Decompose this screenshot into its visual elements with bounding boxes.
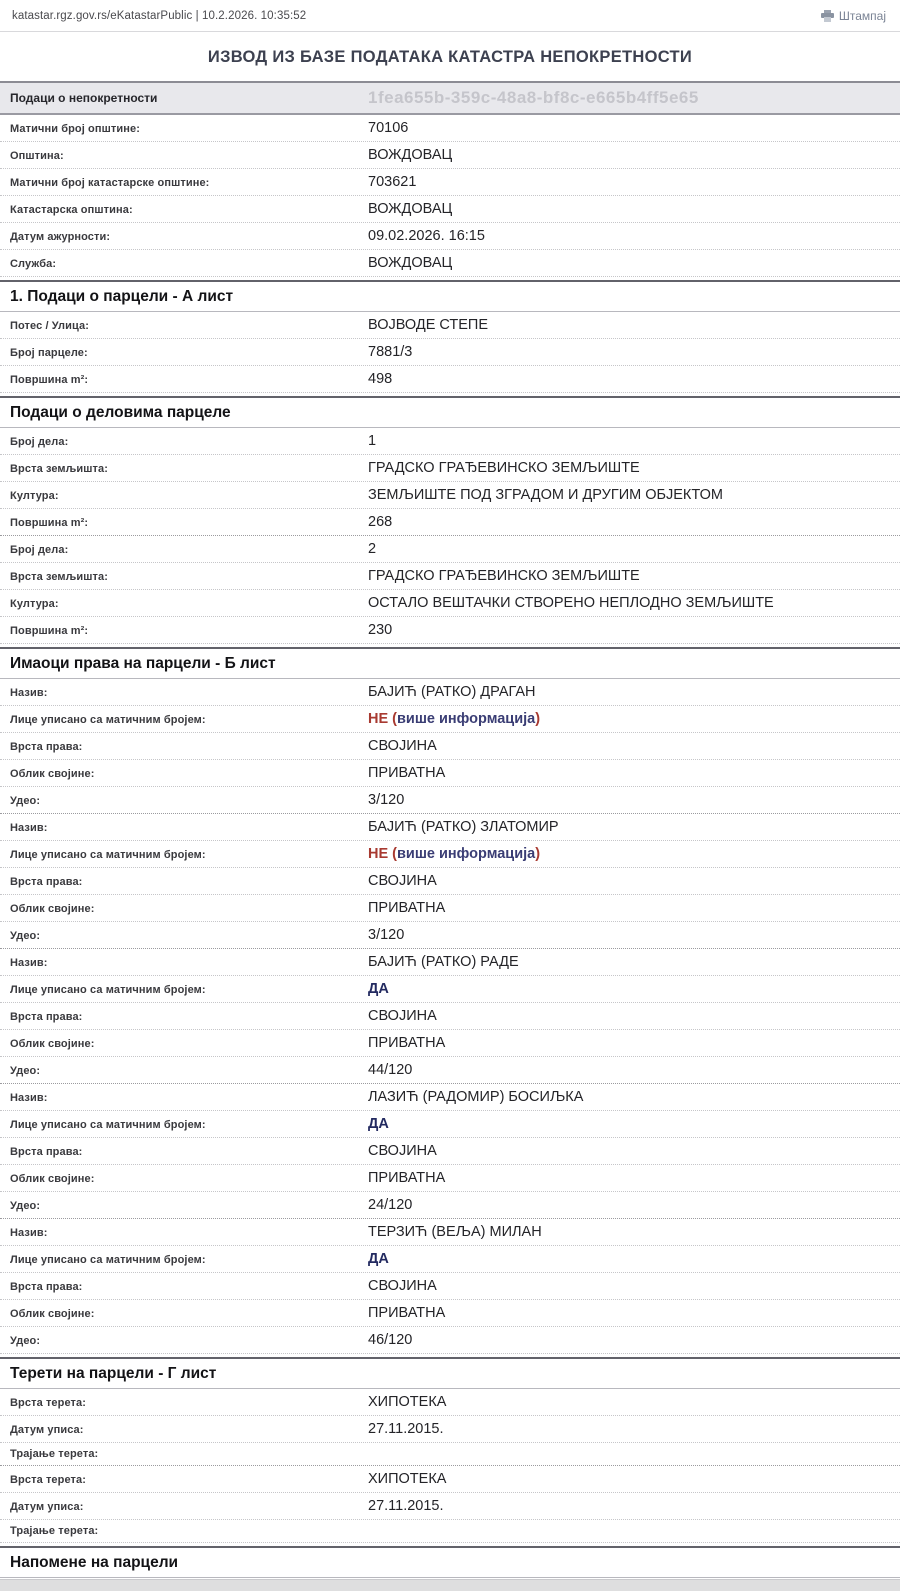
field-value: 3/120: [368, 792, 405, 808]
owner-name-value: БАЈИЋ (РАТКО) ЗЛАТОМИР: [368, 819, 559, 835]
field-label: Удео:: [10, 795, 41, 807]
field-label: Врста терета:: [10, 1397, 87, 1409]
owner-group: [0, 1219, 900, 1354]
info-row: [0, 1219, 900, 1246]
info-row: [0, 706, 900, 733]
info-row: [0, 1520, 900, 1543]
info-row: [0, 509, 900, 536]
field-label: Врста права:: [10, 741, 83, 753]
owner-group: [0, 1084, 900, 1219]
info-row: [0, 590, 900, 617]
info-row: [0, 563, 900, 590]
field-label: Лице уписано са матичним бројем:: [10, 1254, 206, 1266]
field-label: Лице уписано са матичним бројем:: [10, 1119, 206, 1131]
info-row: [0, 1493, 900, 1520]
field-label: Матични број катастарске општине:: [10, 177, 210, 189]
burden-group: [0, 1466, 900, 1543]
info-row: [0, 1165, 900, 1192]
field-value: ХИПОТЕКА: [368, 1471, 447, 1487]
field-value: 70106: [368, 120, 409, 136]
property-header-label: Подаци о непокретности: [10, 91, 158, 105]
field-value: СВОЈИНА: [368, 1143, 437, 1159]
field-label: Број дела:: [10, 436, 69, 448]
field-value: 44/120: [368, 1062, 413, 1078]
info-row: [0, 1057, 900, 1084]
owner-name-value: БАЈИЋ (РАТКО) РАДЕ: [368, 954, 519, 970]
info-row: [0, 339, 900, 366]
field-label: Врста терета:: [10, 1474, 87, 1486]
registered-value: ДА: [368, 1116, 389, 1132]
print-button[interactable]: [821, 9, 886, 23]
info-row: [0, 1273, 900, 1300]
parcel-parts-section: [0, 396, 900, 644]
info-row: [0, 1466, 900, 1493]
field-label: Врста права:: [10, 1281, 83, 1293]
field-value: ВОЖДОВАЦ: [368, 147, 453, 163]
info-row: [0, 312, 900, 339]
info-row: [0, 814, 900, 841]
info-row: [0, 1030, 900, 1057]
field-value: ВОЈВОДЕ СТЕПЕ: [368, 317, 489, 333]
field-value: ПРИВАТНА: [368, 765, 446, 781]
owner-group: [0, 814, 900, 949]
info-row: [0, 142, 900, 169]
more-info-link[interactable]: [392, 846, 540, 862]
field-value: 1: [368, 433, 377, 449]
field-label: Површина m²:: [10, 625, 89, 637]
notes-section: [0, 1546, 900, 1591]
field-value: 09.02.2026. 16:15: [368, 228, 485, 244]
print-label: Штампај: [838, 9, 886, 23]
field-value: ПРИВАТНА: [368, 1170, 446, 1186]
document-title: ИЗВОД ИЗ БАЗЕ ПОДАТАКА КАТАСТРА НЕПОКРЕТНОСТИ: [207, 48, 693, 66]
section-title-owners: Имаоци права на парцели - Б лист: [0, 647, 900, 679]
info-row: [0, 1416, 900, 1443]
info-row: [0, 223, 900, 250]
paren-open: (: [392, 711, 397, 727]
burden-group: [0, 1389, 900, 1466]
registered-value: НЕ: [368, 846, 389, 862]
field-value: 24/120: [368, 1197, 413, 1213]
field-label: Врста земљишта:: [10, 571, 109, 583]
owner-name-value: ЛАЗИЋ (РАДОМИР) БОСИЉКА: [368, 1089, 584, 1105]
paren-open: (: [392, 846, 397, 862]
field-label: Врста земљишта:: [10, 463, 109, 475]
parcel-section: [0, 280, 900, 393]
registered-value: НЕ: [368, 711, 389, 727]
info-row: [0, 1300, 900, 1327]
field-value: ЗЕМЉИШТЕ ПОД ЗГРАДОМ И ДРУГИМ ОБЈЕКТОМ: [368, 487, 723, 503]
owner-name-value: ТЕРЗИЋ (ВЕЉА) МИЛАН: [368, 1224, 542, 1240]
field-label: Облик својине:: [10, 903, 95, 915]
info-row: [0, 1246, 900, 1273]
field-label: Број парцеле:: [10, 347, 88, 359]
field-value: ГРАДСКО ГРАЂЕВИНСКО ЗЕМЉИШТЕ: [368, 568, 640, 584]
info-row: [0, 733, 900, 760]
property-id-watermark: 1fea655b-359c-48a8-bf8c-e665b4ff5e65: [368, 88, 699, 107]
field-label: Удео:: [10, 1335, 41, 1347]
field-label: Култура:: [10, 490, 59, 502]
info-row: [0, 1003, 900, 1030]
info-row: [0, 787, 900, 814]
info-row: [0, 895, 900, 922]
info-row: [0, 679, 900, 706]
field-value: [368, 1116, 389, 1133]
owner-group: [0, 679, 900, 814]
info-row: [0, 841, 900, 868]
field-label: Служба:: [10, 258, 57, 270]
field-value: [368, 711, 540, 728]
field-label: Облик својине:: [10, 768, 95, 780]
owner-name-value: БАЈИЋ (РАТКО) ДРАГАН: [368, 684, 536, 700]
section-title-parcel: 1. Подаци о парцели - А лист: [0, 280, 900, 312]
info-row: [0, 1084, 900, 1111]
field-value: [368, 1251, 389, 1268]
info-row: [0, 536, 900, 563]
more-info-text: више информација: [397, 711, 536, 727]
property-header-bar: [0, 81, 900, 115]
field-label: Трајање терета:: [10, 1448, 99, 1460]
paren-close: ): [535, 711, 541, 727]
owner-group: [0, 949, 900, 1084]
info-row: [0, 1327, 900, 1354]
field-label: Удео:: [10, 930, 41, 942]
field-label: Површина m²:: [10, 517, 89, 529]
field-label: Врста права:: [10, 876, 83, 888]
field-value: СВОЈИНА: [368, 873, 437, 889]
field-label: Назив:: [10, 1227, 48, 1239]
property-info-section: [0, 115, 900, 277]
info-row: [0, 949, 900, 976]
info-row: [0, 428, 900, 455]
field-label: Назив:: [10, 822, 48, 834]
page-url-timestamp: katastar.rgz.gov.rs/eKatastarPublic | 10.2.2026. 10:35:52: [12, 10, 307, 22]
info-row: [0, 760, 900, 787]
field-value: ПРИВАТНА: [368, 1305, 446, 1321]
field-value: СВОЈИНА: [368, 1278, 437, 1294]
field-label: Површина m²:: [10, 374, 89, 386]
parcel-part-group: [0, 536, 900, 644]
page-bottom-cutoff: [0, 1579, 900, 1591]
field-label: Потес / Улица:: [10, 320, 89, 332]
section-title-burdens: Терети на парцели - Г лист: [0, 1357, 900, 1389]
field-label: Назив:: [10, 1092, 48, 1104]
field-value: ГРАДСКО ГРАЂЕВИНСКО ЗЕМЉИШТЕ: [368, 460, 640, 476]
field-value: ОСТАЛО ВЕШТАЧКИ СТВОРЕНО НЕПЛОДНО ЗЕМЉИШТЕ: [368, 595, 774, 611]
info-row: [0, 250, 900, 277]
field-label: Општина:: [10, 150, 64, 162]
info-row: [0, 1443, 900, 1466]
field-label: Облик својине:: [10, 1308, 95, 1320]
info-row: [0, 196, 900, 223]
field-value: 7881/3: [368, 344, 413, 360]
field-value: ХИПОТЕКА: [368, 1394, 447, 1410]
info-row: [0, 1111, 900, 1138]
field-label: Број дела:: [10, 544, 69, 556]
field-label: Облик својине:: [10, 1038, 95, 1050]
more-info-link[interactable]: [392, 711, 540, 727]
field-label: Лице уписано са матичним бројем:: [10, 849, 206, 861]
info-row: [0, 455, 900, 482]
field-value: ПРИВАТНА: [368, 900, 446, 916]
field-label: Удео:: [10, 1200, 41, 1212]
info-row: [0, 1138, 900, 1165]
paren-close: ): [535, 846, 541, 862]
info-row: [0, 617, 900, 644]
field-label: Култура:: [10, 598, 59, 610]
field-label: Датум уписа:: [10, 1424, 84, 1436]
field-label: Врста права:: [10, 1146, 83, 1158]
info-row: [0, 868, 900, 895]
parcel-part-group: [0, 428, 900, 536]
info-row: [0, 922, 900, 949]
field-label: Облик својине:: [10, 1173, 95, 1185]
field-value: СВОЈИНА: [368, 738, 437, 754]
field-label: Назив:: [10, 687, 48, 699]
section-title-parts: Подаци о деловима парцеле: [0, 396, 900, 428]
info-row: [0, 169, 900, 196]
burdens-section: [0, 1357, 900, 1543]
field-value: ВОЖДОВАЦ: [368, 255, 453, 271]
field-value: СВОЈИНА: [368, 1008, 437, 1024]
field-label: Назив:: [10, 957, 48, 969]
field-value: 2: [368, 541, 377, 557]
field-label: Лице уписано са матичним бројем:: [10, 984, 206, 996]
field-value: ВОЖДОВАЦ: [368, 201, 453, 217]
field-value: 703621: [368, 174, 417, 190]
owners-section: [0, 647, 900, 1354]
field-label: Катастарска општина:: [10, 204, 133, 216]
registered-value: ДА: [368, 981, 389, 997]
field-label: Трајање терета:: [10, 1525, 99, 1537]
field-value: 27.11.2015.: [368, 1498, 444, 1514]
field-value: 3/120: [368, 927, 405, 943]
field-label: Датум уписа:: [10, 1501, 84, 1513]
field-label: Лице уписано са матичним бројем:: [10, 714, 206, 726]
info-row: [0, 1192, 900, 1219]
section-title-notes: Напомене на парцели: [0, 1546, 900, 1578]
field-label: Удео:: [10, 1065, 41, 1077]
more-info-text: више информација: [397, 846, 536, 862]
field-value: ПРИВАТНА: [368, 1035, 446, 1051]
info-row: [0, 1389, 900, 1416]
field-value: [368, 846, 540, 863]
field-value: 230: [368, 622, 393, 638]
info-row: [0, 115, 900, 142]
print-header-bar: [0, 0, 900, 32]
field-value: [368, 981, 389, 998]
info-row: [0, 366, 900, 393]
field-value: 46/120: [368, 1332, 413, 1348]
field-value: 27.11.2015.: [368, 1421, 444, 1437]
info-row: [0, 482, 900, 509]
field-value: 498: [368, 371, 393, 387]
field-value: 268: [368, 514, 393, 530]
field-label: Датум ажурности:: [10, 231, 111, 243]
printer-icon: [821, 10, 834, 22]
field-label: Матични број општине:: [10, 123, 140, 135]
info-row: [0, 976, 900, 1003]
field-label: Врста права:: [10, 1011, 83, 1023]
registered-value: ДА: [368, 1251, 389, 1267]
